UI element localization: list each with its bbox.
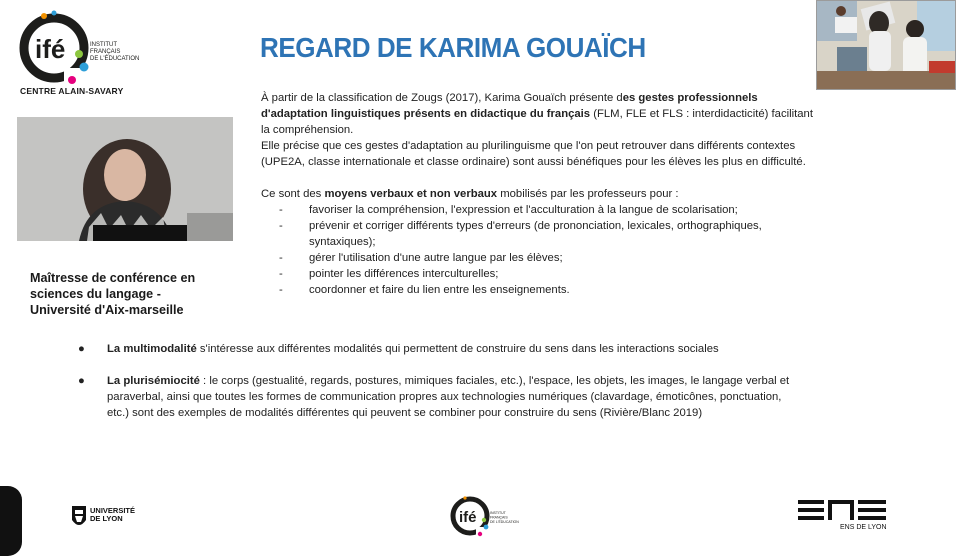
intro-text-segment: mobilisés par les professeurs pour : <box>497 188 679 200</box>
intro-text-emphasis: d'adaptation linguistiques présents en didactique du français <box>261 108 591 120</box>
classroom-video-thumbnail[interactable] <box>816 0 956 90</box>
bullet-text: : le corps (gestualité, regards, postures, mimiques faciales, etc.), l'espace, les objets, les images, le langage verbal et <box>199 375 790 387</box>
ens-logo-text: ENS DE LYON <box>840 524 887 531</box>
speaker-caption <box>30 270 240 318</box>
list-item <box>261 202 921 218</box>
speaker-caption-line: Université d'Aix-marseille <box>30 303 184 317</box>
list-item <box>261 282 921 298</box>
ens-mark-icon <box>798 500 890 522</box>
list-item <box>261 266 921 282</box>
list-item-text: coordonner et faire du lien entre les enseignements. <box>309 284 570 296</box>
logo-institute-line: DE L'ÉDUCATION <box>490 520 519 524</box>
centre-label: CENTRE ALAIN-SAVARY <box>20 86 124 96</box>
lyon-logo-line: UNIVERSITÉ <box>90 506 136 515</box>
intro-text-segment: Ce sont des <box>261 188 325 200</box>
list-item <box>261 250 921 266</box>
logo-institute-line: FRANÇAIS <box>90 49 121 55</box>
intro-text-line: (UPE2A, classe internationale et classe ordinaire) sont aussi bénéfiques pour les élèves les plus en difficulté. <box>261 156 806 168</box>
page-title: REGARD DE KARIMA GOUAÏCH <box>260 32 646 63</box>
list-item-text: prévenir et corriger différents types d'erreurs (de prononciation, lexicales, orthographiques, <box>309 220 762 232</box>
bullet-multimodalite <box>78 341 918 357</box>
logo-ife-text: ifé <box>35 34 66 64</box>
intro-text-line: la compréhension. <box>261 124 354 136</box>
bullet-list <box>78 341 918 435</box>
intro-text <box>261 90 921 298</box>
dash-marker: - <box>279 204 283 216</box>
logo-institute-line: INSTITUT <box>90 42 117 48</box>
bullet-plurisemiocite <box>78 373 918 421</box>
dash-marker: - <box>279 252 283 264</box>
intro-text-emphasis: moyens verbaux et non verbaux <box>324 188 498 200</box>
logo-institute-line: FRANÇAIS <box>490 515 508 520</box>
intro-text-segment: (FLM, FLE et FLS : interdidacticité) facilitant <box>590 108 813 120</box>
list-item-text: syntaxiques); <box>309 236 376 248</box>
dash-marker: - <box>279 284 283 296</box>
dash-marker: - <box>279 268 283 280</box>
ife-logo <box>14 10 144 90</box>
ife-footer-logo <box>448 494 528 538</box>
dash-list <box>261 202 921 298</box>
dash-marker: - <box>279 220 283 232</box>
lyon-logo-line: DE LYON <box>90 514 123 523</box>
list-item <box>261 218 921 250</box>
footer-ife-text: ifé <box>459 509 477 526</box>
speaker-video[interactable] <box>17 117 233 241</box>
list-item-text: pointer les différences interculturelles; <box>309 268 499 280</box>
bullet-text: etc.) sont des exemples de modalités différentes qui peuvent se combiner pour construire du sens (Rivière/Blanc 2019) <box>107 407 703 419</box>
universite-de-lyon-logo <box>70 500 140 532</box>
logo-institute-line: DE L'ÉDUCATION <box>90 56 140 62</box>
intro-text-emphasis: es gestes professionnels <box>622 92 758 104</box>
intro-text-line: Elle précise que ces gestes d'adaptation au plurilinguisme que l'on peut retrouver dans différents contextes <box>261 140 796 152</box>
intro-text-segment: À partir de la classification de Zougs (2017), Karima Gouaïch présente d <box>261 92 623 104</box>
side-tab-decoration <box>0 486 22 556</box>
bullet-marker: ● <box>78 343 85 355</box>
bullet-term: La multimodalité <box>107 343 197 355</box>
logo-institute-line: INSTITUT <box>490 511 506 515</box>
bullet-text: paraverbal, ainsi que toutes les formes de communication propres aux technologies numériques (clavardage, émoticônes, ponctuation, <box>107 391 782 403</box>
ens-de-lyon-logo <box>798 500 890 536</box>
bullet-term: La plurisémiocité <box>107 375 200 387</box>
speaker-caption-line: Maîtresse de conférence en <box>30 271 196 285</box>
list-item-text: favoriser la compréhension, l'expression et l'acculturation à la langue de scolarisation; <box>309 204 738 216</box>
lion-emblem-icon <box>70 502 88 530</box>
bullet-marker: ● <box>78 375 85 387</box>
list-item-text: gérer l'utilisation d'une autre langue par les élèves; <box>309 252 563 264</box>
speaker-caption-line: sciences du langage - <box>30 287 161 301</box>
bullet-text: s'intéresse aux différentes modalités qui permettent de construire du sens dans les interactions sociales <box>196 343 719 355</box>
